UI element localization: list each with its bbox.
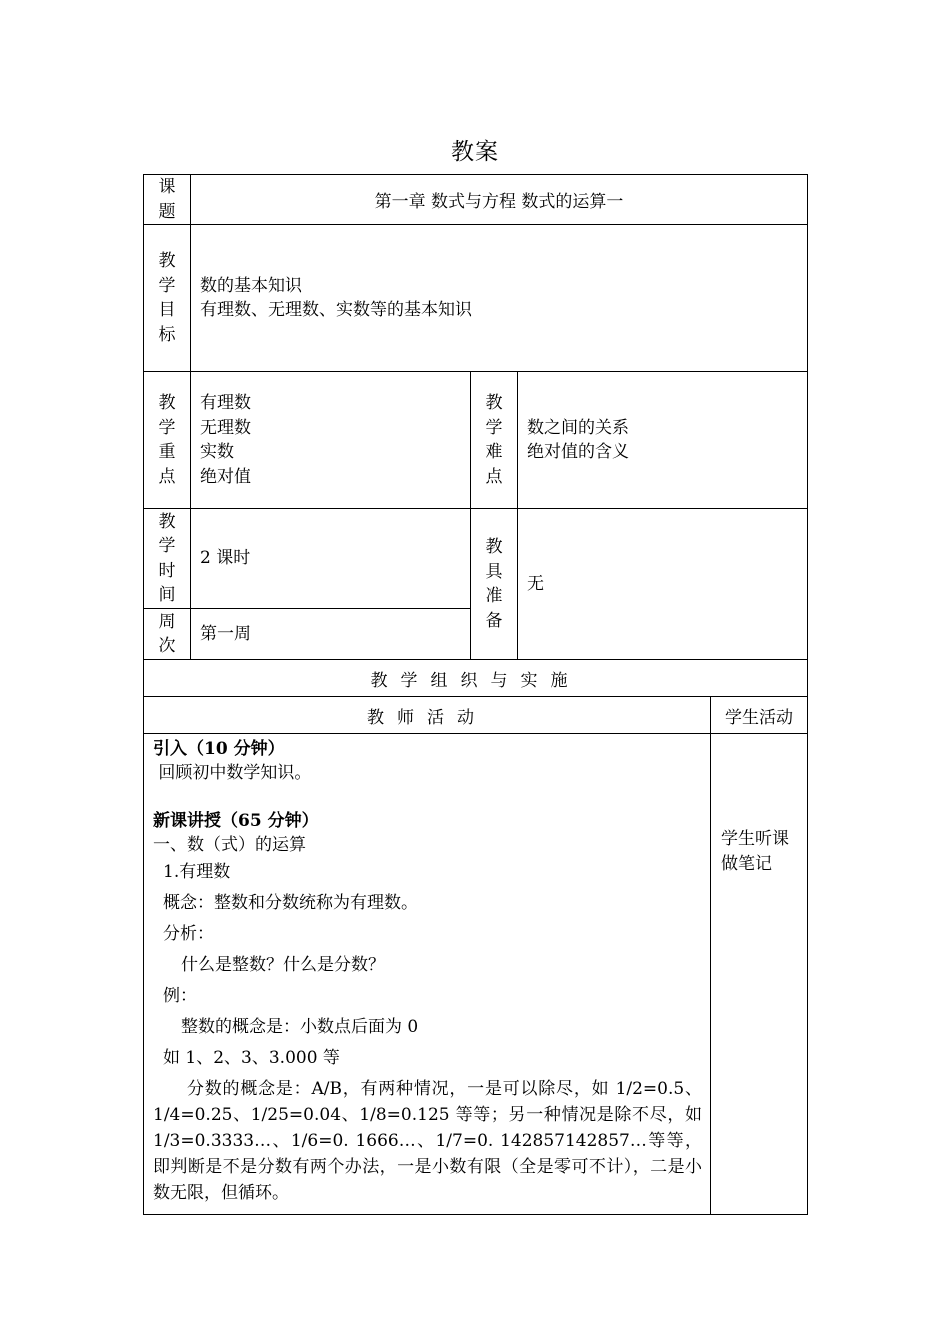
new-lesson-heading: 新课讲授（65 分钟） xyxy=(153,811,319,831)
time-label-text: 教学时间 xyxy=(158,511,176,605)
tools-label xyxy=(471,509,518,660)
objectives-label-text: 教学目标 xyxy=(158,251,176,345)
difficulties-content xyxy=(518,372,808,509)
difficulties-label-text: 教学难点 xyxy=(485,393,503,487)
teacher-activity-content xyxy=(144,734,711,1215)
student-activity-header: 学生活动 xyxy=(711,697,808,734)
integer-example-line: 如 1、2、3、3.000 等 xyxy=(163,1048,340,1068)
analysis-line: 分析： xyxy=(163,924,214,944)
section-header: 教学组织与实施 xyxy=(144,660,808,697)
student-activity-line: 学生听课 xyxy=(721,829,789,849)
time-value: 2 课时 xyxy=(191,509,471,609)
row-activities xyxy=(144,734,808,1215)
key-point-line: 有理数 xyxy=(200,393,251,413)
difficulties-label xyxy=(471,372,518,509)
time-label xyxy=(144,509,191,609)
objectives-label xyxy=(144,225,191,372)
objectives-content xyxy=(191,225,808,372)
objective-line: 有理数、无理数、实数等的基本知识 xyxy=(200,300,472,320)
difficulty-line: 绝对值的含义 xyxy=(527,442,629,462)
difficulty-line: 数之间的关系 xyxy=(527,417,629,438)
row-key-points xyxy=(144,372,808,509)
concept-line: 概念：整数和分数统称为有理数。 xyxy=(163,893,418,913)
row-topic xyxy=(144,175,808,225)
example-line: 例： xyxy=(163,986,197,1006)
week-value: 第一周 xyxy=(191,609,471,660)
key-points-label-text: 教学重点 xyxy=(158,393,176,487)
tools-value: 无 xyxy=(518,509,808,660)
week-label xyxy=(144,609,191,660)
key-point-line: 实数 xyxy=(200,442,234,462)
row-time xyxy=(144,509,808,609)
student-activity-line: 做笔记 xyxy=(721,854,772,874)
tools-label-text: 教具准备 xyxy=(485,537,503,631)
key-point-line: 绝对值 xyxy=(200,466,251,487)
fraction-paragraph: 分数的概念是：A/B，有两种情况，一是可以除尽，如 1/2=0.5、1/4=0.25、1/25=0.04、1/8=0.125 等等；另一种情况是除不尽，如 1/3=0.3333…、1/6=0. 1666…、1/7=0. 142857142857…等等，即判断是不是分数有两个办法，一是小数有限（全是零可不计），二是小数无限，但循环。 xyxy=(153,1079,702,1203)
teacher-activity-header: 教师活动 xyxy=(144,697,711,734)
spacer xyxy=(153,785,702,809)
row-activity-headers xyxy=(144,697,808,734)
question-line: 什么是整数？什么是分数？ xyxy=(181,955,385,975)
topic-label-text: 课题 xyxy=(158,177,176,222)
page-title: 教案 xyxy=(451,139,499,165)
objective-line: 数的基本知识 xyxy=(200,275,302,296)
key-points-label xyxy=(144,372,191,509)
topic-label xyxy=(144,175,191,225)
key-points-content xyxy=(191,372,471,509)
student-activity-content xyxy=(711,734,808,1215)
topic-value: 第一章 数式与方程 数式的运算一 xyxy=(191,175,808,225)
intro-text: 回顾初中数学知识。 xyxy=(153,763,312,783)
row-objectives xyxy=(144,225,808,372)
week-label-text: 周次 xyxy=(158,611,176,656)
key-point-line: 无理数 xyxy=(200,417,251,438)
row-section-header xyxy=(144,660,808,697)
sub-point-rational: 1.有理数 xyxy=(163,862,231,882)
integer-concept-line: 整数的概念是：小数点后面为 0 xyxy=(181,1017,419,1037)
point-one: 一、数（式）的运算 xyxy=(153,835,306,855)
intro-heading: 引入（10 分钟） xyxy=(153,739,285,759)
lesson-plan-table xyxy=(143,174,808,1215)
